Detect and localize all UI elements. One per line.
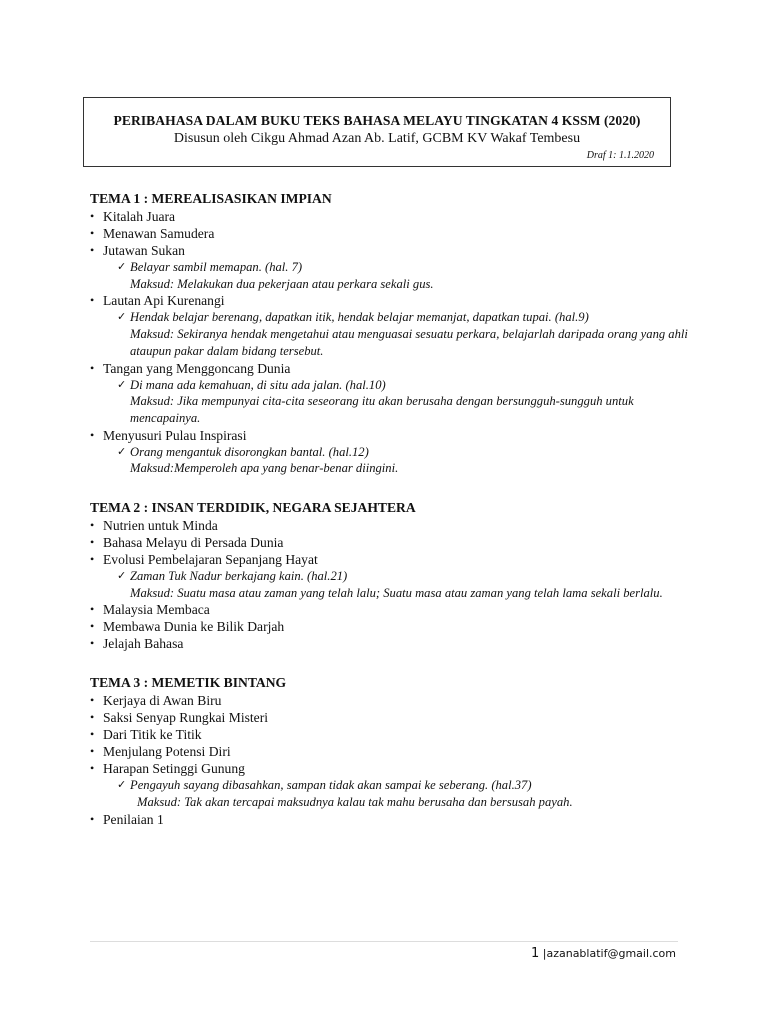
draft-date: Draf 1: 1.1.2020 <box>586 150 654 161</box>
check-icon: ✓ <box>117 311 127 324</box>
header-box <box>83 97 671 167</box>
list-item <box>90 208 690 225</box>
bullet-icon: • <box>90 744 95 759</box>
proverb-text: Pengayuh sayang dibasahkan, sampan tidak akan sampai ke seberang. (hal.37) <box>130 778 532 793</box>
topic-title: Tangan yang Menggoncang Dunia <box>103 360 291 376</box>
topic-title: Membawa Dunia ke Bilik Darjah <box>103 619 285 635</box>
list-item <box>90 601 690 618</box>
topic-title: Nutrien untuk Minda <box>103 518 218 534</box>
bullet-icon: • <box>90 243 95 257</box>
topic-list <box>90 517 690 652</box>
topic-title: Lautan Api Kurenangi <box>103 293 225 309</box>
theme-title: TEMA 1 : MEREALISASIKAN IMPIAN <box>90 191 332 206</box>
topic-title: Jutawan Sukan <box>103 243 185 258</box>
proverb-meaning: Maksud: Jika mempunyai cita-cita seseorang itu akan berusaha dengan bersungguh-sungguh untuk mencapainya. <box>130 394 634 425</box>
bullet-icon: • <box>90 727 95 742</box>
list-item <box>90 635 690 652</box>
proverb-meaning: Maksud: Suatu masa atau zaman yang telah lalu; Suatu masa atau zaman yang telah lama sekali berlalu. <box>130 585 663 600</box>
topic-title: Dari Titik ke Titik <box>103 727 202 743</box>
proverb <box>103 444 690 461</box>
proverb-text: Belayar sambil memapan. (hal. 7) <box>130 260 303 274</box>
bullet-icon: • <box>90 761 95 776</box>
topic-title: Kitalah Juara <box>103 209 176 224</box>
bullet-icon: • <box>90 226 95 240</box>
proverb-meaning: Maksud:Memperoleh apa yang benar-benar diingini. <box>130 461 399 476</box>
proverb-meaning: Maksud: Melakukan dua pekerjaan atau perkara sekali gus. <box>130 276 434 291</box>
list-item <box>90 360 690 427</box>
proverb-text: Di mana ada kemahuan, di situ ada jalan. (hal.10) <box>130 377 386 392</box>
topic-title: Kerjaya di Awan Biru <box>103 693 222 709</box>
proverb-text: Hendak belajar berenang, dapatkan itik, hendak belajar memanjat, dapatkan tupai. (hal.9) <box>130 310 589 325</box>
theme-section <box>90 190 690 477</box>
topic-title: Malaysia Membaca <box>103 602 210 618</box>
bullet-icon: • <box>90 209 95 223</box>
list-item <box>90 551 690 601</box>
list-item <box>90 292 690 359</box>
footer-email: azanablatif@gmail.com <box>546 947 676 960</box>
list-item <box>90 811 690 828</box>
page-footer <box>531 946 676 961</box>
document-subtitle: Disusun oleh Cikgu Ahmad Azan Ab. Latif, GCBM KV Wakaf Tembesu <box>173 131 581 146</box>
check-icon: ✓ <box>117 445 127 458</box>
proverb-text: Zaman Tuk Nadur berkajang kain. (hal.21) <box>130 569 348 584</box>
proverb-text: Orang mengantuk disorongkan bantal. (hal.12) <box>130 444 369 459</box>
bullet-icon: • <box>90 293 95 308</box>
list-item <box>90 427 690 477</box>
theme-section <box>90 499 690 652</box>
proverb <box>103 568 690 585</box>
topic-title: Bahasa Melayu di Persada Dunia <box>103 535 284 551</box>
topic-list <box>90 208 690 477</box>
bullet-icon: • <box>90 619 95 634</box>
list-item <box>90 517 690 534</box>
proverb <box>103 309 690 326</box>
theme-section <box>90 674 690 827</box>
topic-title: Harapan Setinggi Gunung <box>103 761 245 777</box>
bullet-icon: • <box>90 693 95 708</box>
theme-title: TEMA 2 : INSAN TERDIDIK, NEGARA SEJAHTERA <box>90 500 416 516</box>
check-icon: ✓ <box>117 779 127 792</box>
proverb <box>103 777 690 794</box>
topic-title: Saksi Senyap Rungkai Misteri <box>103 710 269 726</box>
list-item <box>90 743 690 760</box>
bullet-icon: • <box>90 518 95 533</box>
topic-list <box>90 692 690 827</box>
bullet-icon: • <box>90 535 95 550</box>
topic-title: Menyusuri Pulau Inspirasi <box>103 427 247 443</box>
document-body <box>90 190 690 850</box>
footer-divider <box>90 941 678 942</box>
proverb-meaning: Maksud: Tak akan tercapai maksudnya kalau tak mahu berusaha dan bersusah payah. <box>137 795 573 810</box>
bullet-icon: • <box>90 636 95 651</box>
list-item <box>90 726 690 743</box>
proverb <box>103 377 690 394</box>
bullet-icon: • <box>90 811 95 826</box>
proverb-meaning: Maksud: Sekiranya hendak mengetahui atau menguasai sesuatu perkara, belajarlah daripada orang yang ahli ataupun pakar dalam bidang tersebut. <box>130 327 688 358</box>
list-item <box>90 225 690 242</box>
check-icon: ✓ <box>117 570 127 583</box>
list-item <box>90 534 690 551</box>
theme-title: TEMA 3 : MEMETIK BINTANG <box>90 675 287 691</box>
list-item <box>90 618 690 635</box>
topic-title: Jelajah Bahasa <box>103 636 184 652</box>
bullet-icon: • <box>90 552 95 567</box>
topic-title: Evolusi Pembelajaran Sepanjang Hayat <box>103 552 318 568</box>
topic-title: Menawan Samudera <box>103 226 215 241</box>
list-item <box>90 242 690 292</box>
bullet-icon: • <box>90 710 95 725</box>
topic-title: Penilaian 1 <box>103 811 164 827</box>
list-item <box>90 692 690 709</box>
check-icon: ✓ <box>117 261 127 273</box>
list-item <box>90 760 690 810</box>
footer-separator: | <box>542 947 547 960</box>
page-number: 1 <box>530 946 540 961</box>
list-item <box>90 709 690 726</box>
document-title: PERIBAHASA DALAM BUKU TEKS BAHASA MELAYU TINGKATAN 4 KSSM (2020) <box>113 113 641 128</box>
topic-title: Menjulang Potensi Diri <box>103 744 231 760</box>
check-icon: ✓ <box>117 378 127 391</box>
bullet-icon: • <box>90 427 95 442</box>
bullet-icon: • <box>90 360 95 375</box>
proverb <box>103 259 690 276</box>
bullet-icon: • <box>90 602 95 617</box>
